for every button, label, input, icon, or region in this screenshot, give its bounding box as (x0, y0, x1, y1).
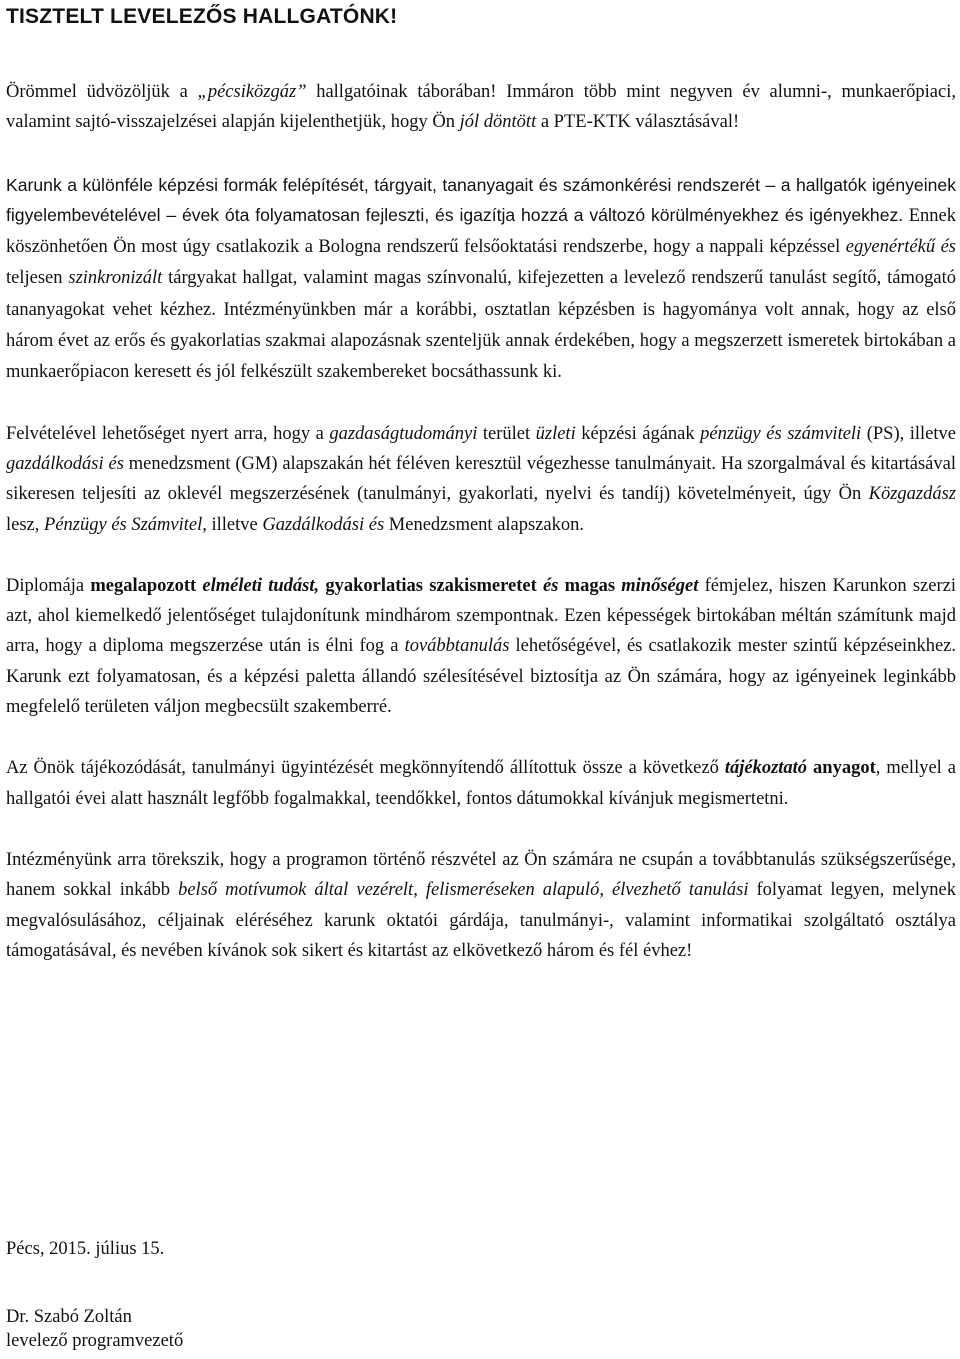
paragraph-admission (6, 419, 956, 540)
text-bold: megalapozott (90, 575, 203, 596)
signer-role: levelező programvezető (6, 1331, 184, 1351)
text-bold-italic: és (543, 575, 559, 596)
text: illetve (206, 514, 263, 535)
paragraph-information (6, 753, 956, 814)
text-italic: szinkronizált (68, 268, 163, 289)
text: tárgyakat hallgat, valamint magas színvonalú, kifejezetten a levelező rendszerű tanulást segítő, támogató tananyagokat vehet kézhez. Intézményünkben már a korábbi, osztatlan képzésben is hagyománya volt annak, hogy az első három évet az erős és gyakorlatias szakmai alapozásnak szenteljük annak érdekében, hogy a megszerzett ismeretek birtokában a munkaerőpiacon keresett és jól felkészült szakembereket bocsáthassunk ki. (6, 268, 956, 383)
text-italic: egyenértékű és (845, 237, 956, 258)
signature-block (6, 1305, 183, 1353)
paragraph-training (6, 170, 956, 388)
text: , mellyel a hallgatói évei alatt használt legfőbb fogalmakkal, teendőkkel, fontos dátumokkal kívánjuk megismertetni. (6, 758, 956, 809)
text-italic: pénzügy és számviteli (700, 423, 862, 444)
text: a PTE-KTK választásával! (536, 112, 740, 133)
text: Diplomája (6, 575, 91, 596)
text: Intézményünk arra törekszik, hogy a programon történő részvétel az Ön számára ne csupán a továbbtanulás szükségszerűsége, hanem sokkal inkább (6, 849, 956, 901)
text-italic: gazdálkodási és (6, 453, 124, 474)
text: Ennek köszönhetően Ön most úgy csatlakozik a Bologna rendszerű felsőoktatási rendszerbe, hogy a nappali képzéssel (6, 205, 956, 258)
paragraph-welcome (6, 77, 956, 138)
text-italic: üzleti (535, 423, 576, 444)
text: fémjelez, hiszen Karunkon szerzi azt, ahol kiemelkedő jelentőséget tulajdonítunk mindhárom szempontnak. Ezen képességek birtokában méltán számítunk majd arra, hogy a diploma megszerzése után is élni fog a (6, 575, 956, 657)
text: lehetőségével, és csatlakozik mester szintű képzéseinkhez. Karunk ezt folyamatosan, és a képzési paletta állandó szélesítésével biztosítja az Ön számára, hogy az igényeinek leginkább megfelelő területen váljon megbecsült szakemberré. (6, 636, 956, 718)
letter-date: Pécs, 2015. július 15. (6, 1239, 165, 1259)
text-italic: Pénzügy és Számvitel, (44, 514, 207, 535)
text: lesz, (6, 514, 45, 535)
text-italic: „pécsiközgáz” (197, 82, 307, 102)
text-bold: anyagot (807, 758, 876, 779)
signer-name: Dr. Szabó Zoltán (6, 1307, 132, 1327)
text: Felvételével lehetőséget nyert arra, hogy a (6, 423, 330, 444)
text: Karunk a különféle képzési formák felépítését, tárgyait, tananyagait és számonkérési rendszerét – a hallgatók igényeinek figyelembevételével – évek óta folyamatosan fejleszti, és igazítja hozzá a változó körülményekhez és igényekhez. (6, 174, 956, 225)
text: terület (477, 423, 536, 444)
text-bold: magas (558, 575, 622, 596)
paragraph-diploma (6, 571, 956, 722)
text-italic: Gazdálkodási és (262, 514, 385, 535)
text: menedzsment (GM) alapszakán hét féléven keresztül végezhesse tanulmányait. Ha szorgalmával és kitartásával sikeresen teljesíti az oklevél megszerzésének (tanulmányi, gyakorlati, nyelvi és tandíj) követelményeit, úgy Ön (6, 453, 956, 505)
text: Örömmel üdvözöljük a (6, 82, 198, 102)
letter-heading: TISZTELT LEVELEZŐS HALLGATÓNK! (6, 5, 398, 28)
text-bold-italic: elméleti tudást, (202, 575, 320, 596)
text-bold-italic: tájékoztató (724, 758, 808, 779)
text: Menedzsment alapszakon. (384, 514, 585, 535)
text: (PS), illetve (861, 423, 956, 444)
text-italic: jól döntött (459, 112, 537, 133)
paragraph-closing (6, 845, 956, 966)
text: képzési ágának (575, 423, 701, 444)
text-italic: belső motívumok által vezérelt, felismeréseken alapuló, élvezhető tanulási (178, 880, 749, 901)
text-italic: továbbtanulás (404, 636, 510, 657)
text-bold: gyakorlatias szakismeretet (319, 575, 544, 596)
text-bold-italic: minőséget (621, 575, 699, 596)
text-italic: gazdaságtudományi (329, 423, 478, 444)
text-italic: Közgazdász (868, 484, 956, 505)
text: hallgatóinak táborában! Immáron több mint negyven év alumni-, munkaerőpiaci, valamint sajtó-visszajelzései alapján kijelenthetjük, hogy Ön (6, 82, 956, 133)
text: folyamat legyen, melynek megvalósulásához, céljainak eléréséhez karunk oktatói gárdája, tanulmányi-, valamint informatikai szolgáltató osztálya támogatásával, és nevében kívánok sok sikert és kitartást az elkövetkező három és fél évhez! (6, 880, 956, 961)
text: teljesen (6, 268, 69, 289)
text: Az Önök tájékozódását, tanulmányi ügyintézését megkönnyítendő állítottuk össze a következő (6, 758, 725, 779)
